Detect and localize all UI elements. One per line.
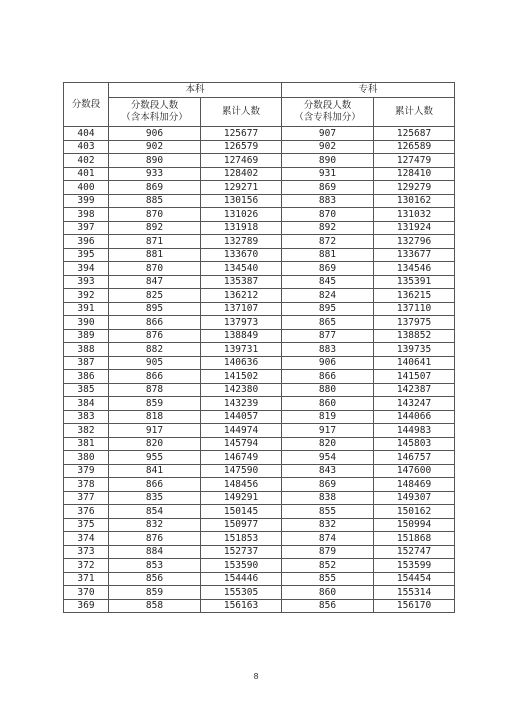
table-row [64,383,455,397]
cell-score: 380 [64,451,109,465]
cell-vocational-cumulative: 144983 [374,424,455,438]
table-row [64,478,455,492]
cell-undergrad-cumulative: 144057 [201,410,282,424]
cell-undergrad-cumulative: 151853 [201,532,282,546]
cell-vocational-count: 917 [282,424,374,438]
cell-vocational-count: 883 [282,194,374,208]
table-row [64,221,455,235]
header-row-top [64,83,455,98]
cell-vocational-cumulative: 153599 [374,559,455,573]
cell-vocational-cumulative: 137975 [374,316,455,330]
cell-score: 388 [64,343,109,357]
cell-undergrad-cumulative: 125677 [201,127,282,141]
cell-score: 392 [64,289,109,303]
header-vocational-count-line2: （含专科加分） [294,112,361,123]
header-undergrad-count-line2: （含本科加分） [121,112,188,123]
cell-vocational-cumulative: 133677 [374,248,455,262]
cell-score: 371 [64,572,109,586]
cell-vocational-cumulative: 131032 [374,208,455,222]
cell-vocational-cumulative: 142387 [374,383,455,397]
cell-score: 393 [64,275,109,289]
cell-undergrad-count: 856 [109,572,201,586]
cell-vocational-cumulative: 156170 [374,599,455,613]
table-row [64,491,455,505]
cell-vocational-cumulative: 140641 [374,356,455,370]
cell-vocational-count: 866 [282,370,374,384]
cell-vocational-count: 869 [282,478,374,492]
cell-undergrad-count: 820 [109,437,201,451]
cell-score: 391 [64,302,109,316]
cell-vocational-count: 838 [282,491,374,505]
cell-vocational-cumulative: 136215 [374,289,455,303]
cell-vocational-cumulative: 134546 [374,262,455,276]
table-row [64,154,455,168]
table-row [64,329,455,343]
table-body [64,127,455,613]
cell-vocational-count: 819 [282,410,374,424]
cell-score: 390 [64,316,109,330]
cell-vocational-cumulative: 129279 [374,181,455,195]
header-undergrad-count-line1: 分数段人数 [130,100,179,111]
cell-undergrad-count: 866 [109,316,201,330]
cell-undergrad-count: 905 [109,356,201,370]
cell-undergrad-cumulative: 140636 [201,356,282,370]
cell-score: 379 [64,464,109,478]
cell-undergrad-count: 866 [109,478,201,492]
cell-vocational-count: 895 [282,302,374,316]
cell-score: 386 [64,370,109,384]
table-row [64,437,455,451]
cell-undergrad-count: 876 [109,329,201,343]
table-row [64,167,455,181]
table-row [64,262,455,276]
cell-vocational-cumulative: 131924 [374,221,455,235]
cell-undergrad-cumulative: 139731 [201,343,282,357]
cell-score: 401 [64,167,109,181]
cell-vocational-cumulative: 137110 [374,302,455,316]
cell-undergrad-cumulative: 131918 [201,221,282,235]
cell-vocational-count: 892 [282,221,374,235]
cell-vocational-cumulative: 148469 [374,478,455,492]
cell-vocational-count: 843 [282,464,374,478]
cell-undergrad-cumulative: 145794 [201,437,282,451]
cell-vocational-count: 890 [282,154,374,168]
cell-undergrad-cumulative: 128402 [201,167,282,181]
cell-undergrad-cumulative: 149291 [201,491,282,505]
cell-vocational-cumulative: 146757 [374,451,455,465]
cell-score: 377 [64,491,109,505]
cell-undergrad-cumulative: 135387 [201,275,282,289]
cell-score: 369 [64,599,109,613]
cell-vocational-cumulative: 149307 [374,491,455,505]
cell-undergrad-count: 955 [109,451,201,465]
cell-vocational-cumulative: 130162 [374,194,455,208]
cell-vocational-cumulative: 143247 [374,397,455,411]
cell-undergrad-cumulative: 134540 [201,262,282,276]
cell-vocational-count: 824 [282,289,374,303]
cell-score: 378 [64,478,109,492]
cell-score: 375 [64,518,109,532]
table-row [64,248,455,262]
cell-undergrad-cumulative: 154446 [201,572,282,586]
cell-vocational-cumulative: 141507 [374,370,455,384]
cell-vocational-count: 865 [282,316,374,330]
table-row [64,599,455,613]
cell-undergrad-cumulative: 144974 [201,424,282,438]
cell-vocational-count: 874 [282,532,374,546]
cell-vocational-cumulative: 128410 [374,167,455,181]
cell-vocational-cumulative: 135391 [374,275,455,289]
cell-score: 385 [64,383,109,397]
table-row [64,464,455,478]
cell-undergrad-count: 841 [109,464,201,478]
header-score-band: 分数段 [64,83,109,127]
cell-vocational-count: 907 [282,127,374,141]
table-row [64,208,455,222]
cell-vocational-cumulative: 126589 [374,140,455,154]
table-row [64,410,455,424]
cell-undergrad-count: 895 [109,302,201,316]
table-row [64,289,455,303]
table-row [64,194,455,208]
cell-undergrad-cumulative: 127469 [201,154,282,168]
cell-undergrad-count: 892 [109,221,201,235]
cell-vocational-count: 879 [282,545,374,559]
header-vocational-count-line1: 分数段人数 [303,100,352,111]
cell-vocational-count: 860 [282,586,374,600]
table-row [64,559,455,573]
cell-vocational-cumulative: 150162 [374,505,455,519]
cell-undergrad-count: 835 [109,491,201,505]
cell-vocational-cumulative: 150994 [374,518,455,532]
cell-score: 404 [64,127,109,141]
cell-undergrad-count: 885 [109,194,201,208]
cell-undergrad-cumulative: 141502 [201,370,282,384]
cell-undergrad-cumulative: 150145 [201,505,282,519]
table-row [64,356,455,370]
cell-undergrad-cumulative: 138849 [201,329,282,343]
cell-undergrad-count: 847 [109,275,201,289]
header-vocational-cumulative: 累计人数 [374,98,455,127]
cell-score: 370 [64,586,109,600]
table-row [64,505,455,519]
cell-undergrad-count: 859 [109,586,201,600]
page-number: 8 [253,672,259,681]
cell-undergrad-count: 871 [109,235,201,249]
cell-vocational-count: 883 [282,343,374,357]
cell-score: 374 [64,532,109,546]
table-row [64,424,455,438]
cell-undergrad-cumulative: 146749 [201,451,282,465]
cell-undergrad-count: 859 [109,397,201,411]
cell-vocational-count: 855 [282,505,374,519]
cell-undergrad-cumulative: 153590 [201,559,282,573]
table-row [64,397,455,411]
cell-score: 382 [64,424,109,438]
cell-vocational-cumulative: 125687 [374,127,455,141]
cell-score: 387 [64,356,109,370]
header-vocational: 专科 [282,83,455,98]
cell-vocational-count: 832 [282,518,374,532]
cell-undergrad-cumulative: 130156 [201,194,282,208]
cell-undergrad-count: 870 [109,262,201,276]
table-row [64,275,455,289]
cell-undergrad-cumulative: 148456 [201,478,282,492]
table-row [64,586,455,600]
cell-vocational-count: 880 [282,383,374,397]
cell-undergrad-count: 906 [109,127,201,141]
cell-vocational-cumulative: 155314 [374,586,455,600]
cell-score: 403 [64,140,109,154]
cell-vocational-cumulative: 132796 [374,235,455,249]
cell-undergrad-count: 884 [109,545,201,559]
cell-undergrad-cumulative: 133670 [201,248,282,262]
table-row [64,181,455,195]
cell-vocational-count: 872 [282,235,374,249]
cell-vocational-count: 954 [282,451,374,465]
cell-score: 383 [64,410,109,424]
cell-vocational-cumulative: 138852 [374,329,455,343]
cell-undergrad-count: 882 [109,343,201,357]
cell-vocational-cumulative: 139735 [374,343,455,357]
cell-undergrad-cumulative: 132789 [201,235,282,249]
cell-undergrad-count: 890 [109,154,201,168]
cell-score: 395 [64,248,109,262]
cell-undergrad-count: 902 [109,140,201,154]
cell-undergrad-cumulative: 137107 [201,302,282,316]
table-row [64,532,455,546]
table-row [64,343,455,357]
cell-undergrad-count: 876 [109,532,201,546]
cell-undergrad-cumulative: 129271 [201,181,282,195]
cell-vocational-count: 852 [282,559,374,573]
table-row [64,572,455,586]
cell-undergrad-cumulative: 126579 [201,140,282,154]
cell-vocational-cumulative: 144066 [374,410,455,424]
cell-undergrad-cumulative: 155305 [201,586,282,600]
cell-score: 381 [64,437,109,451]
table-row [64,140,455,154]
table-row [64,316,455,330]
cell-undergrad-count: 858 [109,599,201,613]
table-row [64,127,455,141]
cell-score: 397 [64,221,109,235]
cell-score: 372 [64,559,109,573]
score-distribution-table [63,82,455,613]
header-row-sub [64,98,455,127]
cell-vocational-cumulative: 145803 [374,437,455,451]
cell-vocational-count: 881 [282,248,374,262]
cell-score: 373 [64,545,109,559]
table-row [64,545,455,559]
cell-vocational-count: 845 [282,275,374,289]
cell-vocational-cumulative: 147600 [374,464,455,478]
cell-undergrad-count: 869 [109,181,201,195]
header-vocational-count [282,98,374,127]
cell-score: 389 [64,329,109,343]
cell-undergrad-cumulative: 150977 [201,518,282,532]
header-undergrad-count [109,98,201,127]
cell-vocational-count: 856 [282,599,374,613]
cell-score: 402 [64,154,109,168]
cell-vocational-count: 820 [282,437,374,451]
cell-undergrad-count: 825 [109,289,201,303]
cell-vocational-count: 877 [282,329,374,343]
cell-score: 399 [64,194,109,208]
cell-undergrad-cumulative: 143239 [201,397,282,411]
cell-score: 384 [64,397,109,411]
cell-undergrad-cumulative: 152737 [201,545,282,559]
cell-vocational-cumulative: 127479 [374,154,455,168]
cell-vocational-count: 869 [282,262,374,276]
cell-undergrad-cumulative: 156163 [201,599,282,613]
cell-undergrad-cumulative: 131026 [201,208,282,222]
cell-vocational-count: 931 [282,167,374,181]
table-header [64,83,455,127]
cell-undergrad-count: 854 [109,505,201,519]
cell-score: 400 [64,181,109,195]
cell-undergrad-count: 832 [109,518,201,532]
cell-vocational-count: 860 [282,397,374,411]
cell-undergrad-count: 933 [109,167,201,181]
cell-undergrad-count: 881 [109,248,201,262]
table-row [64,370,455,384]
cell-vocational-count: 906 [282,356,374,370]
cell-score: 376 [64,505,109,519]
cell-undergrad-count: 917 [109,424,201,438]
cell-undergrad-count: 866 [109,370,201,384]
cell-undergrad-count: 870 [109,208,201,222]
cell-undergrad-count: 818 [109,410,201,424]
cell-vocational-count: 855 [282,572,374,586]
table-row [64,451,455,465]
cell-score: 398 [64,208,109,222]
cell-undergrad-count: 878 [109,383,201,397]
cell-vocational-count: 902 [282,140,374,154]
table-row [64,235,455,249]
cell-vocational-count: 869 [282,181,374,195]
cell-score: 396 [64,235,109,249]
cell-vocational-count: 870 [282,208,374,222]
header-undergrad: 本科 [109,83,282,98]
table-row [64,302,455,316]
cell-score: 394 [64,262,109,276]
cell-undergrad-cumulative: 142380 [201,383,282,397]
cell-undergrad-cumulative: 136212 [201,289,282,303]
cell-undergrad-cumulative: 137973 [201,316,282,330]
cell-undergrad-cumulative: 147590 [201,464,282,478]
header-undergrad-cumulative: 累计人数 [201,98,282,127]
table-row [64,518,455,532]
cell-vocational-cumulative: 152747 [374,545,455,559]
cell-vocational-cumulative: 151868 [374,532,455,546]
cell-vocational-cumulative: 154454 [374,572,455,586]
cell-undergrad-count: 853 [109,559,201,573]
